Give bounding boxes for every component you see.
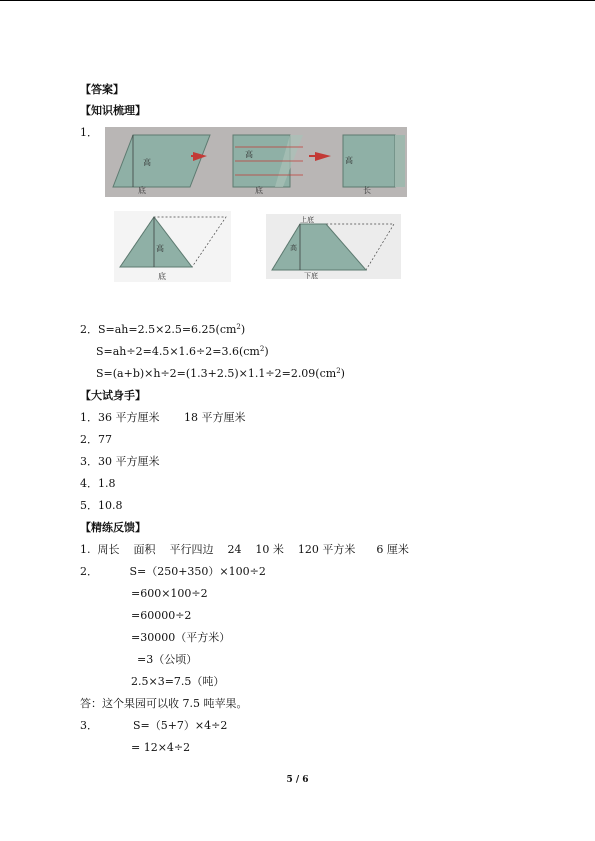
- item-number-1: 1．: [80, 126, 98, 139]
- triangle-photo: [114, 211, 231, 282]
- page-number: 5 / 6: [286, 775, 309, 785]
- practice-line: =60000÷2: [131, 609, 192, 622]
- svg-text:上底: 上底: [300, 216, 314, 224]
- svg-text:高: 高: [245, 150, 253, 159]
- svg-text:长: 长: [363, 186, 371, 195]
- svg-text:高: 高: [290, 244, 297, 252]
- practice-answer: 答：这个果园可以收 7.5 吨苹果。: [80, 697, 248, 710]
- formula-line-1: 2．$S=ah=2.5\times 2.5=6.25(cm^2)$: [80, 323, 246, 336]
- practice-line: 3． S=（5+7）×4÷2: [80, 719, 228, 732]
- svg-text:高: 高: [156, 244, 164, 253]
- heading-practice: 【精练反馈】: [80, 521, 146, 534]
- header-rule: [0, 0, 595, 1]
- try-line: 1．36 平方厘米 18 平方厘米: [80, 411, 246, 424]
- try-line: 2．77: [80, 433, 112, 446]
- try-line: 4．1.8: [80, 477, 116, 490]
- practice-line: = 12×4÷2: [131, 741, 191, 754]
- practice-line: 1. 周长 面积 平行四边 24 10 米 120 平方米 6 厘米: [80, 543, 409, 556]
- practice-line: =30000（平方米）: [131, 631, 231, 644]
- formula-line-3: $S=(a+b)\times h\div 2=(1.3+2.5)\times 1.1\div 2=2.09(cm^2)$: [96, 367, 345, 380]
- heading-answer: 【答案】: [80, 83, 124, 96]
- heading-knowledge: 【知识梳理】: [80, 104, 146, 117]
- svg-text:底: 底: [138, 186, 146, 195]
- svg-text:高: 高: [345, 156, 353, 165]
- svg-text:下底: 下底: [304, 272, 318, 279]
- practice-line: 2． S=（250+350）×100÷2: [80, 565, 266, 578]
- svg-text:底: 底: [158, 272, 166, 281]
- practice-line: 2.5×3=7.5（吨）: [131, 675, 225, 688]
- practice-line: =3（公顷）: [137, 653, 198, 666]
- parallelogram-to-rectangle-photo: [105, 127, 407, 197]
- svg-text:底: 底: [255, 186, 263, 195]
- trapezoid-photo: [266, 214, 401, 279]
- svg-text:高: 高: [143, 158, 151, 167]
- practice-line: =600×100÷2: [131, 587, 208, 600]
- heading-try: 【大试身手】: [80, 389, 146, 402]
- try-line: 3．30 平方厘米: [80, 455, 160, 468]
- try-line: 5．10.8: [80, 499, 123, 512]
- formula-line-2: $S=ah\div 2=4.5\times 1.6\div 2=3.6(cm^2)$: [96, 345, 269, 358]
